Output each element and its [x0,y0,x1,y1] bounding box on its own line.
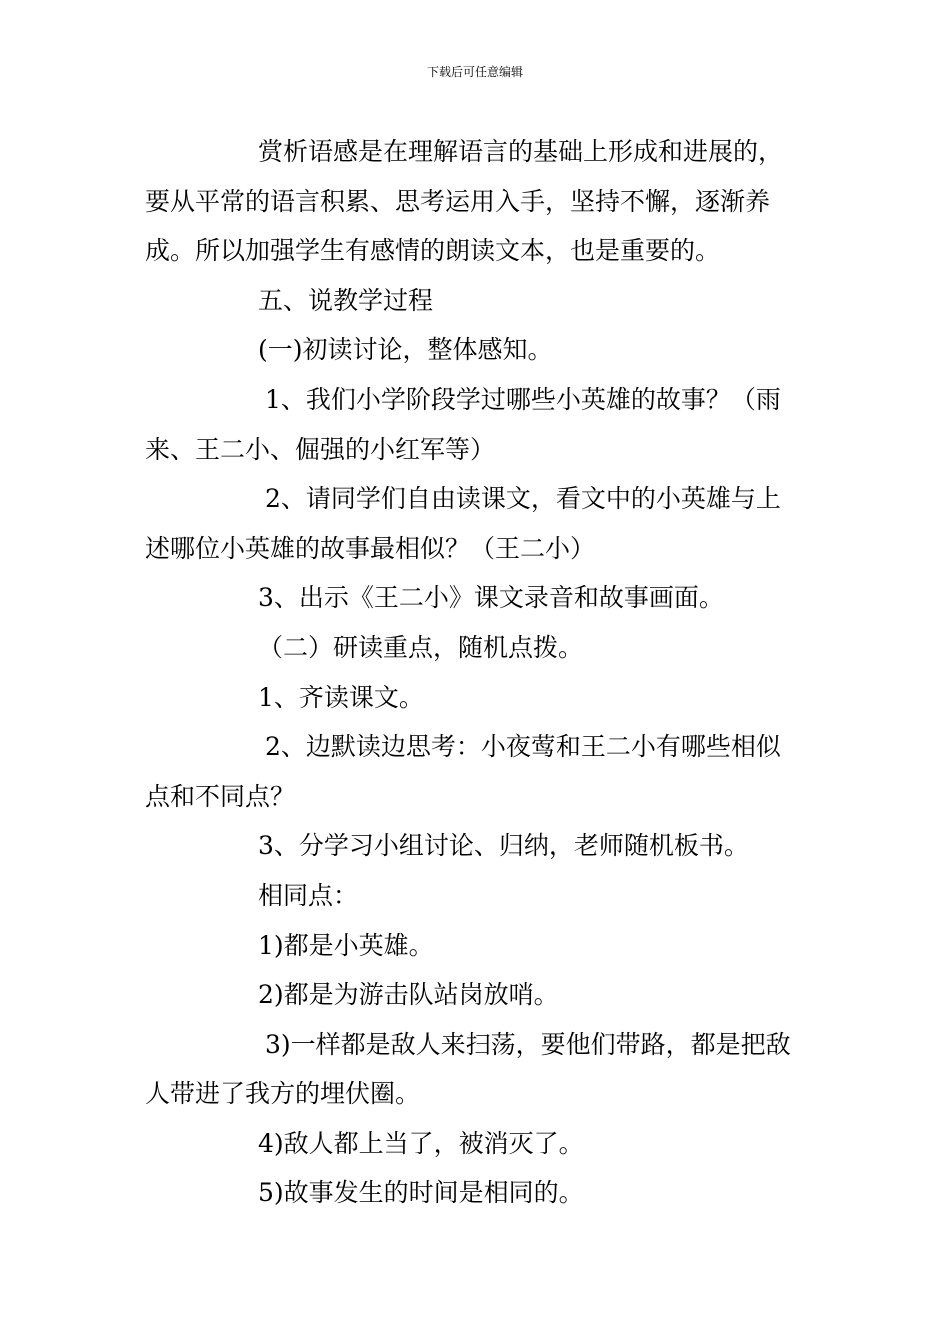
list-item-continuation: 人带进了我方的埋伏圈。 [145,1079,421,1109]
paragraph-line: 述哪位小英雄的故事最相似？（王二小） [145,533,596,563]
list-item: 5)故事发生的时间是相同的。 [258,1178,584,1208]
paragraph-line: 1、齐读课文。 [258,682,424,712]
paragraph-line: 2、边默读边思考：小夜莺和王二小有哪些相似 [265,732,781,762]
paragraph-line: 来、王二小、倔强的小红军等） [145,434,496,464]
paragraph-line: 点和不同点？ [145,781,296,811]
paragraph-line: 3、出示《王二小》课文录音和故事画面。 [258,583,724,613]
list-item: 3)一样都是敌人来扫荡，要他们带路，都是把敌 [265,1029,791,1059]
list-item: 4)敌人都上当了，被消灭了。 [258,1128,584,1158]
document-body [145,127,810,1218]
paragraph-line: 要从平常的语言积累、思考运用入手，坚持不懈，逐渐养 [145,186,771,216]
section-heading: 五、说教学过程 [258,285,434,315]
subsection-heading: (一)初读讨论，整体感知。 [258,335,553,365]
page-header: 下载后可任意编辑 [426,65,523,79]
list-item: 2)都是为游击队站岗放哨。 [258,980,559,1010]
paragraph-line: 1、我们小学阶段学过哪些小英雄的故事？（雨 [265,384,781,414]
subsection-heading: （二）研读重点，随机点拨。 [258,632,584,662]
paragraph-line: 3、分学习小组讨论、归纳，老师随机板书。 [258,831,749,861]
paragraph-line: 赏析语感是在理解语言的基础上形成和进展的， [258,137,784,166]
paragraph-line: 2、请同学们自由读课文，看文中的小英雄与上 [265,484,781,514]
paragraph-line: 成。所以加强学生有感情的朗读文本，也是重要的。 [145,236,721,266]
list-item: 1)都是小英雄。 [258,930,434,960]
paragraph-line: 相同点： [258,880,359,910]
